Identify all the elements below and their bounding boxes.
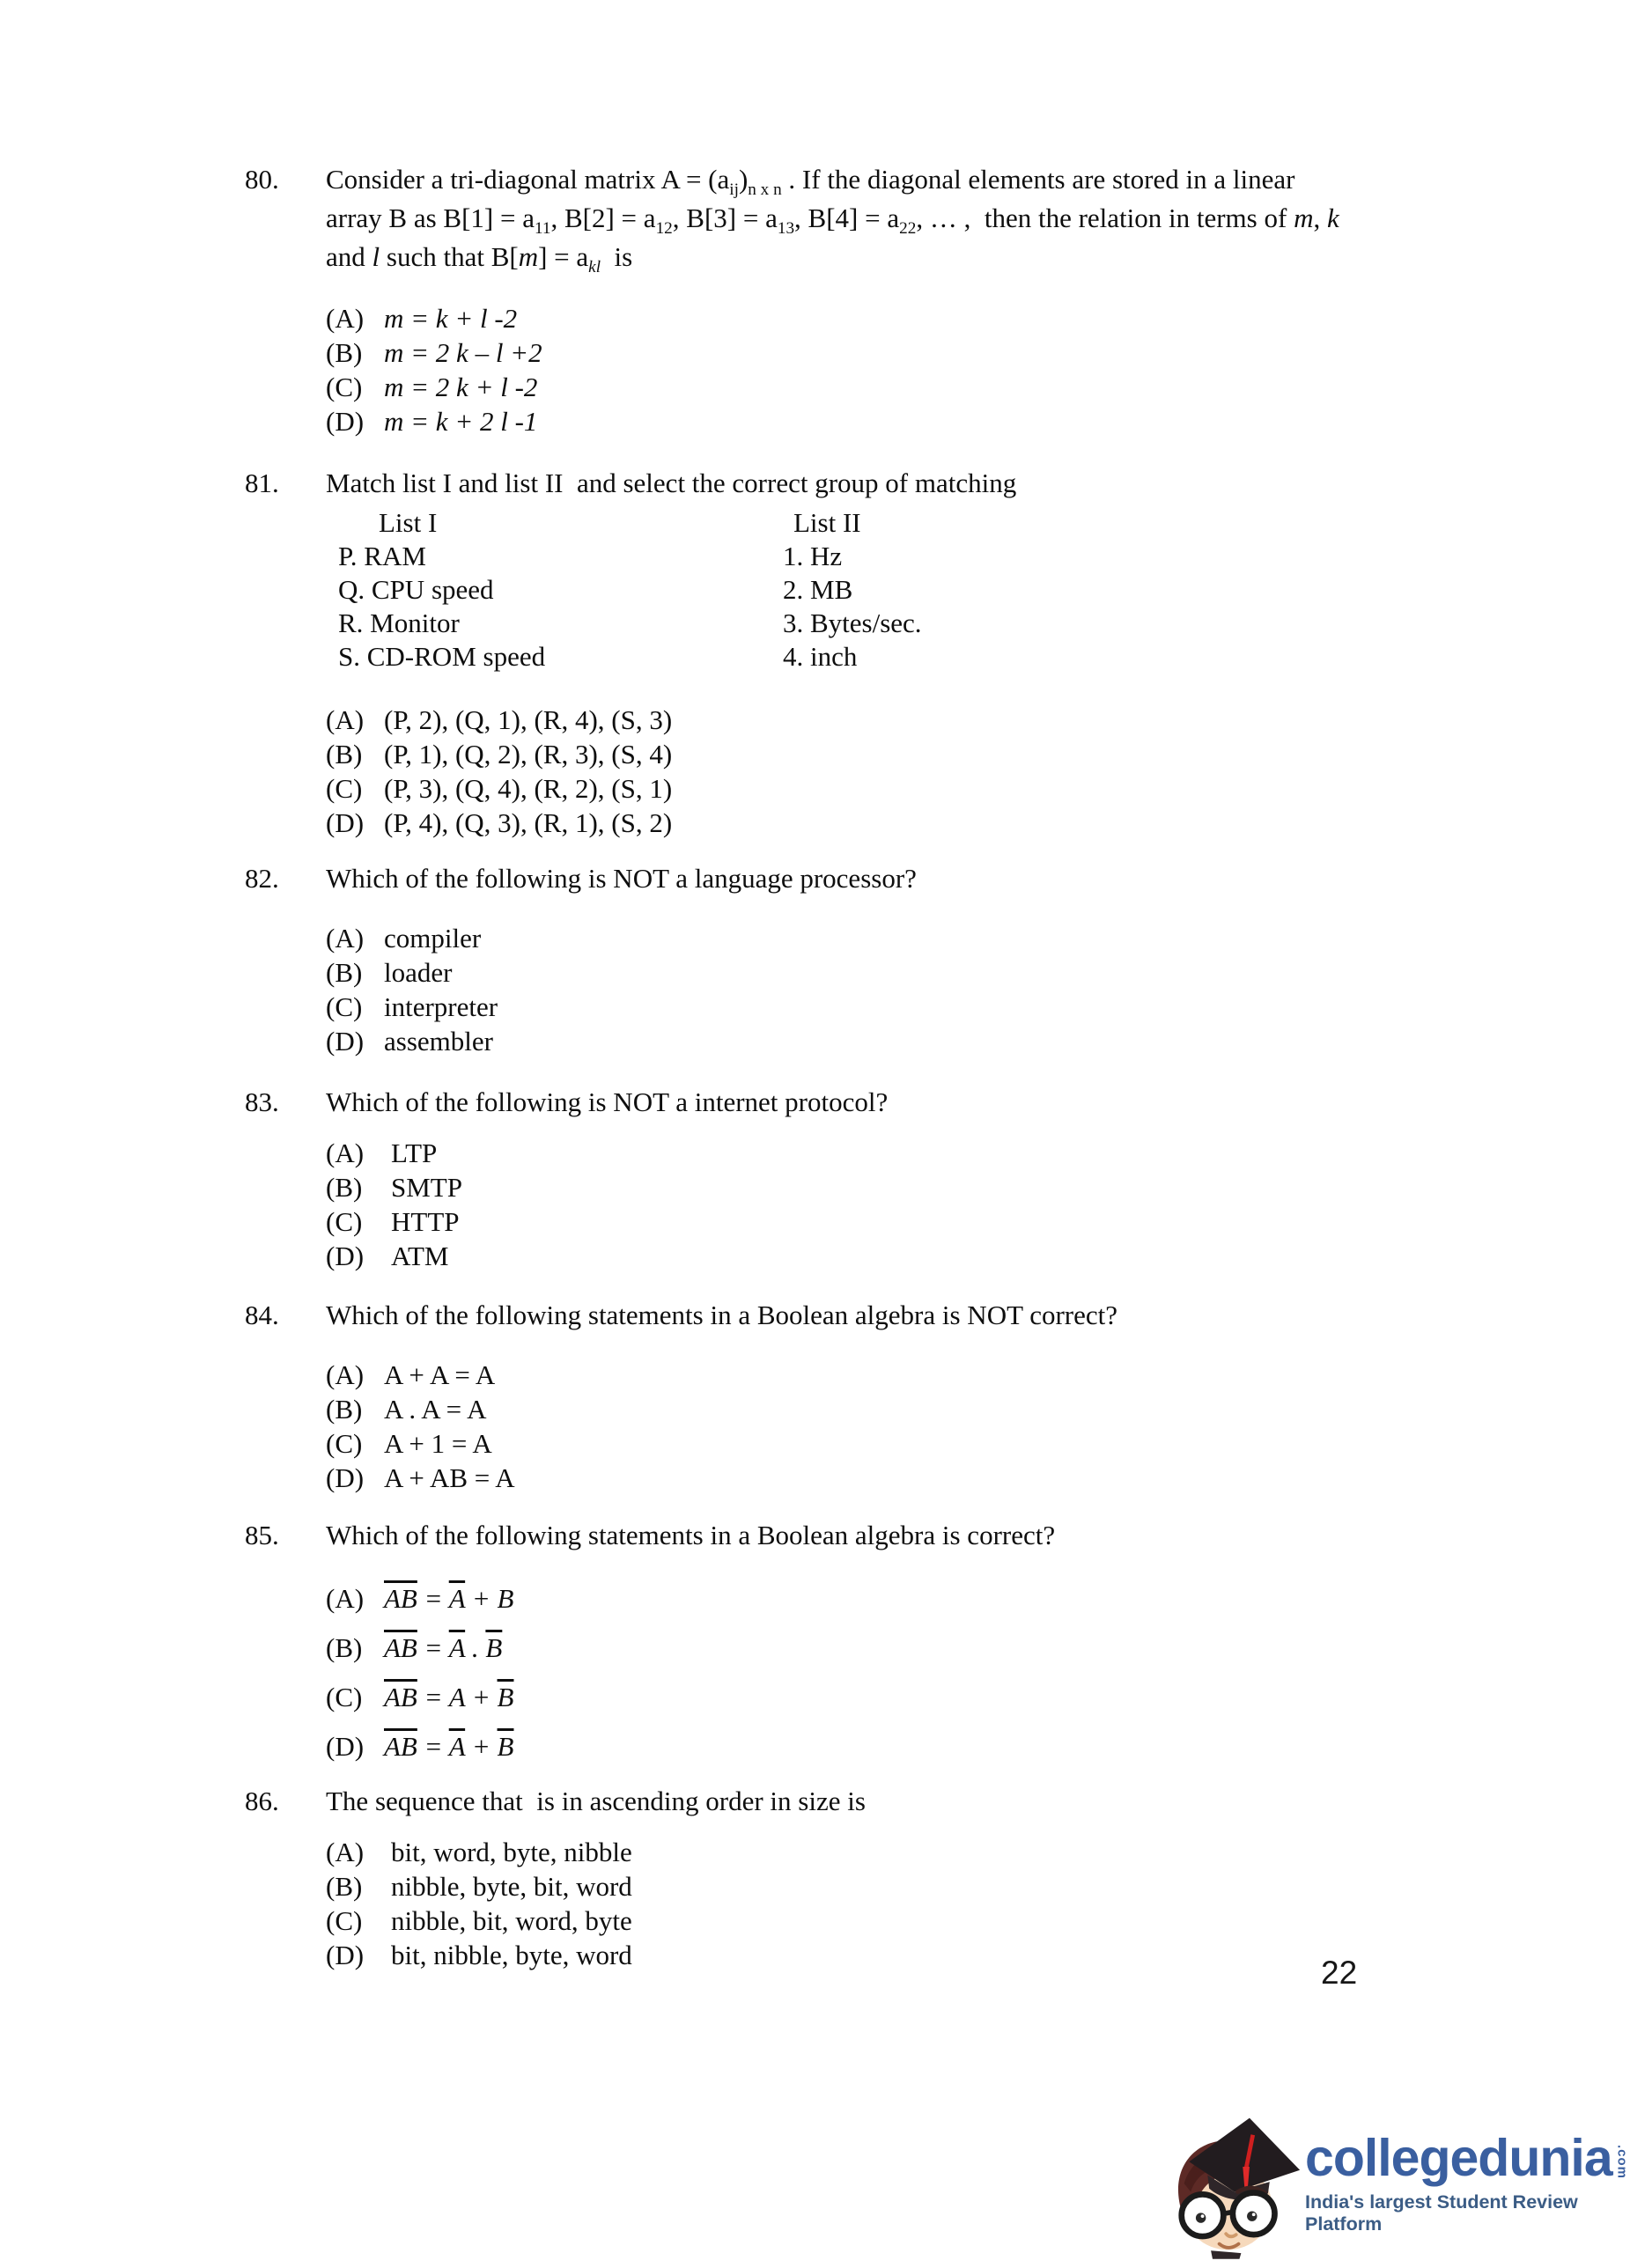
option-letter: (D) <box>326 1462 365 1494</box>
question-text: The sequence that is in ascending order in size is <box>326 1786 866 1817</box>
option <box>326 737 1346 771</box>
option-text: ATM <box>391 1241 449 1272</box>
options-list <box>326 1358 1346 1495</box>
option-letter: (B) <box>326 337 363 369</box>
option <box>326 335 1346 370</box>
option-letter: (C) <box>326 1206 363 1238</box>
option <box>326 1729 1346 1764</box>
option <box>326 1835 1346 1869</box>
option-text: assembler <box>384 1026 493 1057</box>
question-82 <box>245 859 1346 1058</box>
option-text: (P, 1), (Q, 2), (R, 3), (S, 4) <box>384 739 673 770</box>
option-letter: (C) <box>326 1905 363 1937</box>
option-text: loader <box>384 957 453 989</box>
option <box>326 370 1346 404</box>
option-letter: (B) <box>326 739 363 770</box>
question-text: Which of the following is NOT a internet protocol? <box>326 1086 889 1118</box>
option <box>326 1869 1346 1904</box>
options-list <box>326 301 1346 438</box>
question-number: 84. <box>245 1300 279 1331</box>
options-list <box>326 1835 1346 1972</box>
option <box>326 921 1346 955</box>
question-number: 85. <box>245 1520 279 1551</box>
list-2 <box>783 506 1346 674</box>
question-84 <box>245 1296 1346 1495</box>
list-item: Q. CPU speed <box>338 574 494 606</box>
option <box>326 703 1346 737</box>
question-86 <box>245 1782 1346 1972</box>
option <box>326 404 1346 438</box>
option-text: (P, 4), (Q, 3), (R, 1), (S, 2) <box>384 807 673 839</box>
option-letter: (A) <box>326 303 365 335</box>
option-text: compiler <box>384 923 482 954</box>
option <box>326 771 1346 806</box>
match-lists <box>326 506 1346 674</box>
list-item: R. Monitor <box>338 608 460 639</box>
question-text: Which of the following statements in a Boolean algebra is correct? <box>326 1520 1056 1551</box>
option-text: A + 1 = A <box>384 1428 492 1460</box>
option-text: bit, nibble, byte, word <box>391 1940 632 1971</box>
option-text: LTP <box>391 1138 438 1169</box>
option-text: bit, word, byte, nibble <box>391 1837 632 1868</box>
option-letter: (A) <box>326 1359 365 1391</box>
option-letter: (D) <box>326 1026 365 1057</box>
question-83 <box>245 1083 1346 1273</box>
question-number: 83. <box>245 1086 279 1118</box>
collegedunia-mascot-icon <box>1159 2108 1302 2259</box>
option-text: $\overline{AB} = \overline{A} + \overline{B}$ <box>384 1731 514 1763</box>
option-letter: (A) <box>326 704 365 736</box>
option-text: (P, 3), (Q, 4), (R, 2), (S, 1) <box>384 773 673 805</box>
option <box>326 301 1346 335</box>
option-text: (P, 2), (Q, 1), (R, 4), (S, 3) <box>384 704 673 736</box>
list-1-header: List I <box>379 507 438 539</box>
option-letter: (C) <box>326 991 363 1023</box>
options-list <box>326 1136 1346 1273</box>
option-text: $\overline{AB} = A + \overline{B}$ <box>384 1682 514 1713</box>
option <box>326 1680 1346 1714</box>
option-letter: (A) <box>326 1583 365 1615</box>
option <box>326 1204 1346 1239</box>
option-letter: (A) <box>326 1138 365 1169</box>
question-number: 80. <box>245 164 279 195</box>
brand-name: collegedunia <box>1305 2128 1612 2187</box>
option <box>326 1024 1346 1058</box>
option-text: nibble, byte, bit, word <box>391 1871 632 1903</box>
option-text: $\overline{AB} = \overline{A}$ . $\overline{B}$ <box>384 1632 503 1664</box>
option-text: nibble, bit, word, byte <box>391 1905 632 1937</box>
option-letter: (D) <box>326 406 365 438</box>
option <box>326 1426 1346 1461</box>
options-list <box>326 1581 1346 1764</box>
brand-suffix: .com <box>1614 2144 1630 2179</box>
option <box>326 1358 1346 1392</box>
option <box>326 1136 1346 1170</box>
question-number: 81. <box>245 468 279 499</box>
list-item: S. CD-ROM speed <box>338 641 546 673</box>
option-text: SMTP <box>391 1172 462 1204</box>
option-letter: (D) <box>326 1940 365 1971</box>
list-item: 4. inch <box>783 641 858 673</box>
brand-tagline: India's largest Student Review Platform <box>1305 2191 1578 2235</box>
option-letter: (B) <box>326 1871 363 1903</box>
option-letter: (C) <box>326 1428 363 1460</box>
option <box>326 990 1346 1024</box>
list-item: P. RAM <box>338 541 426 572</box>
option <box>326 1239 1346 1273</box>
option-text: HTTP <box>391 1206 460 1238</box>
list-item: 2. MB <box>783 574 853 606</box>
option-letter: (C) <box>326 1682 363 1713</box>
option-text: A + AB = A <box>384 1462 515 1494</box>
option-letter: (B) <box>326 1632 363 1664</box>
option-text: m = 2 k + l -2 <box>384 372 538 403</box>
question-text: Match list I and list II and select the correct group of matching <box>326 468 1017 499</box>
question-text: Consider a tri-diagonal matrix $A = (a_{ij})_{n x n}$ . If the diagonal elements are stored in a linear array B as $B[1] = a_{11}$, $B[2] = a_{12}$, $B[3] = a_{13}$, $B[4] = a_{22}$, … , then the relation in terms of m, k and l such that $B[m] = a_{kl}$ is <box>326 164 1346 277</box>
options-list <box>326 921 1346 1058</box>
option-letter: (D) <box>326 1731 365 1763</box>
option <box>326 1631 1346 1665</box>
option <box>326 955 1346 990</box>
options-list <box>326 703 1346 840</box>
question-85 <box>245 1516 1346 1778</box>
list-item: 3. Bytes/sec. <box>783 608 922 639</box>
option-letter: (D) <box>326 1241 365 1272</box>
option <box>326 806 1346 840</box>
list-1 <box>326 506 783 674</box>
option-text: m = k + 2 l -1 <box>384 406 538 438</box>
option-text: A . A = A <box>384 1394 487 1425</box>
option <box>326 1461 1346 1495</box>
question-81 <box>245 464 1346 840</box>
question-number: 86. <box>245 1786 279 1817</box>
question-text: Which of the following statements in a Boolean algebra is NOT correct? <box>326 1300 1117 1331</box>
exam-page-content <box>245 160 1346 1972</box>
page-number: 22 <box>1321 1955 1358 1991</box>
option-text: m = 2 k – l +2 <box>384 337 542 369</box>
question-80 <box>245 160 1346 438</box>
option-letter: (B) <box>326 1394 363 1425</box>
option <box>326 1392 1346 1426</box>
option <box>326 1581 1346 1616</box>
collegedunia-logo <box>1159 2108 1630 2259</box>
option-text: interpreter <box>384 991 498 1023</box>
list-2-header: List II <box>793 507 861 539</box>
option <box>326 1904 1346 1938</box>
option-letter: (A) <box>326 923 365 954</box>
option <box>326 1938 1346 1972</box>
option-text: m = k + l -2 <box>384 303 518 335</box>
option-text: $\overline{AB} = \overline{A} + B$ <box>384 1583 514 1615</box>
option-text: A + A = A <box>384 1359 496 1391</box>
option <box>326 1170 1346 1204</box>
list-item: 1. Hz <box>783 541 843 572</box>
option-letter: (D) <box>326 807 365 839</box>
question-text: Which of the following is NOT a language processor? <box>326 863 917 895</box>
option-letter: (C) <box>326 372 363 403</box>
question-number: 82. <box>245 863 279 895</box>
option-letter: (A) <box>326 1837 365 1868</box>
option-letter: (C) <box>326 773 363 805</box>
option-letter: (B) <box>326 1172 363 1204</box>
option-letter: (B) <box>326 957 363 989</box>
